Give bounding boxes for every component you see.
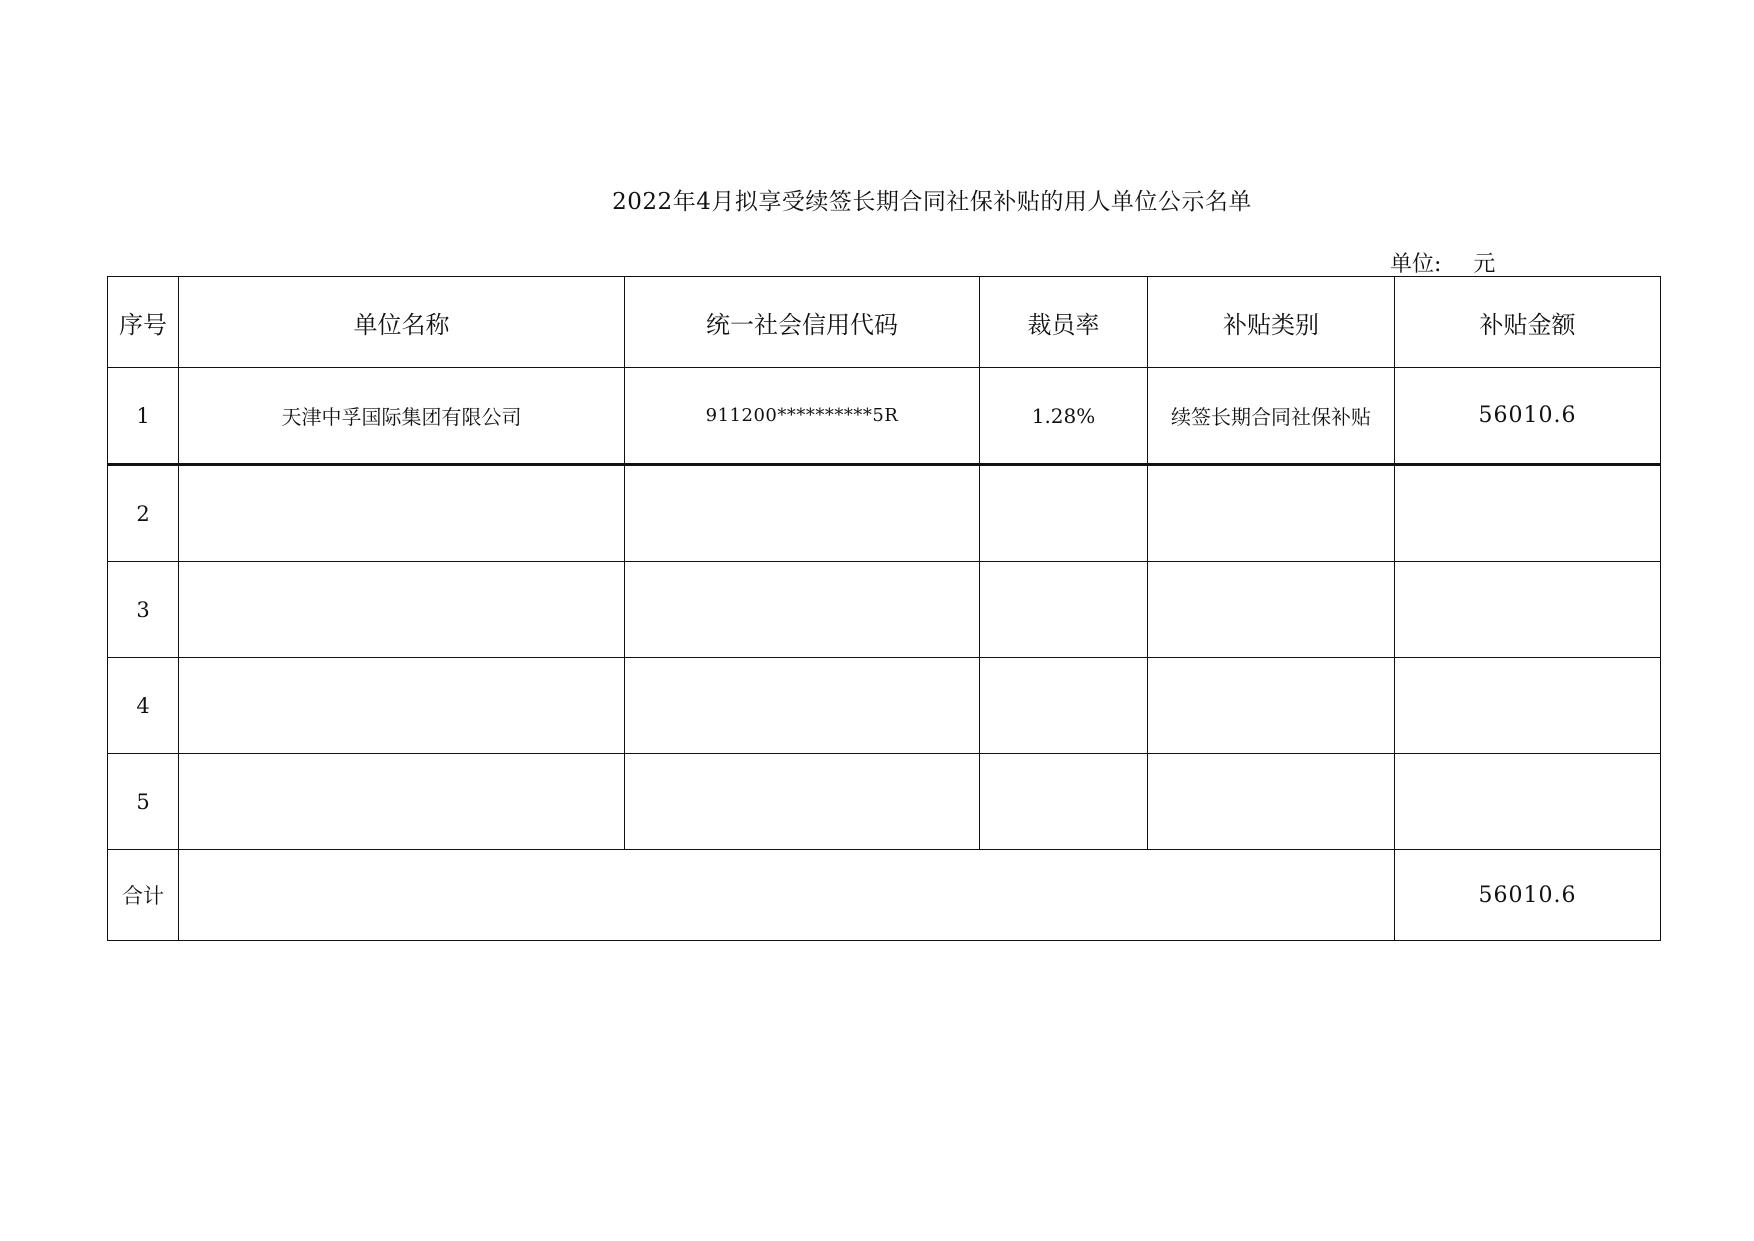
subsidy-category — [1148, 658, 1395, 754]
column-header-amount: 补贴金额 — [1395, 277, 1661, 368]
company-name — [179, 754, 625, 850]
row-index: 1 — [108, 368, 179, 465]
company-name — [179, 658, 625, 754]
subsidy-amount — [1395, 465, 1661, 562]
table-row — [108, 465, 1661, 562]
subsidy-table — [107, 276, 1661, 941]
page-title: 2022年4月拟享受续签长期合同社保补贴的用人单位公示名单 — [612, 189, 1252, 215]
row-index: 4 — [108, 658, 179, 754]
credit-code — [625, 562, 980, 658]
subsidy-amount — [1395, 754, 1661, 850]
credit-code — [625, 754, 980, 850]
subsidy-amount — [1395, 658, 1661, 754]
column-header-credit-code: 统一社会信用代码 — [625, 277, 980, 368]
total-spacer — [179, 850, 1395, 941]
layoff-rate — [980, 465, 1148, 562]
subsidy-amount: 56010.6 — [1395, 368, 1661, 465]
company-name — [179, 562, 625, 658]
subsidy-category — [1148, 465, 1395, 562]
credit-code: 911200**********5R — [625, 368, 980, 465]
table-header-row — [108, 277, 1661, 368]
table-row — [108, 562, 1661, 658]
total-amount: 56010.6 — [1395, 850, 1661, 941]
column-header-name: 单位名称 — [179, 277, 625, 368]
column-header-category: 补贴类别 — [1148, 277, 1395, 368]
table-row — [108, 658, 1661, 754]
unit-note — [1390, 247, 1495, 278]
column-header-layoff-rate: 裁员率 — [980, 277, 1148, 368]
row-index: 3 — [108, 562, 179, 658]
unit-value: 元 — [1473, 252, 1496, 277]
layoff-rate: 1.28% — [980, 368, 1148, 465]
layoff-rate — [980, 562, 1148, 658]
table-row — [108, 368, 1661, 465]
company-name: 天津中孚国际集团有限公司 — [179, 368, 625, 465]
row-index: 5 — [108, 754, 179, 850]
credit-code — [625, 658, 980, 754]
company-name — [179, 465, 625, 562]
unit-label: 单位: — [1390, 252, 1442, 277]
total-label: 合计 — [108, 850, 179, 941]
column-header-index: 序号 — [108, 277, 179, 368]
subsidy-category — [1148, 562, 1395, 658]
total-row — [108, 850, 1661, 941]
subsidy-category: 续签长期合同社保补贴 — [1148, 368, 1395, 465]
subsidy-category — [1148, 754, 1395, 850]
row-index: 2 — [108, 465, 179, 562]
subsidy-amount — [1395, 562, 1661, 658]
layoff-rate — [980, 754, 1148, 850]
layoff-rate — [980, 658, 1148, 754]
credit-code — [625, 465, 980, 562]
table-row — [108, 754, 1661, 850]
